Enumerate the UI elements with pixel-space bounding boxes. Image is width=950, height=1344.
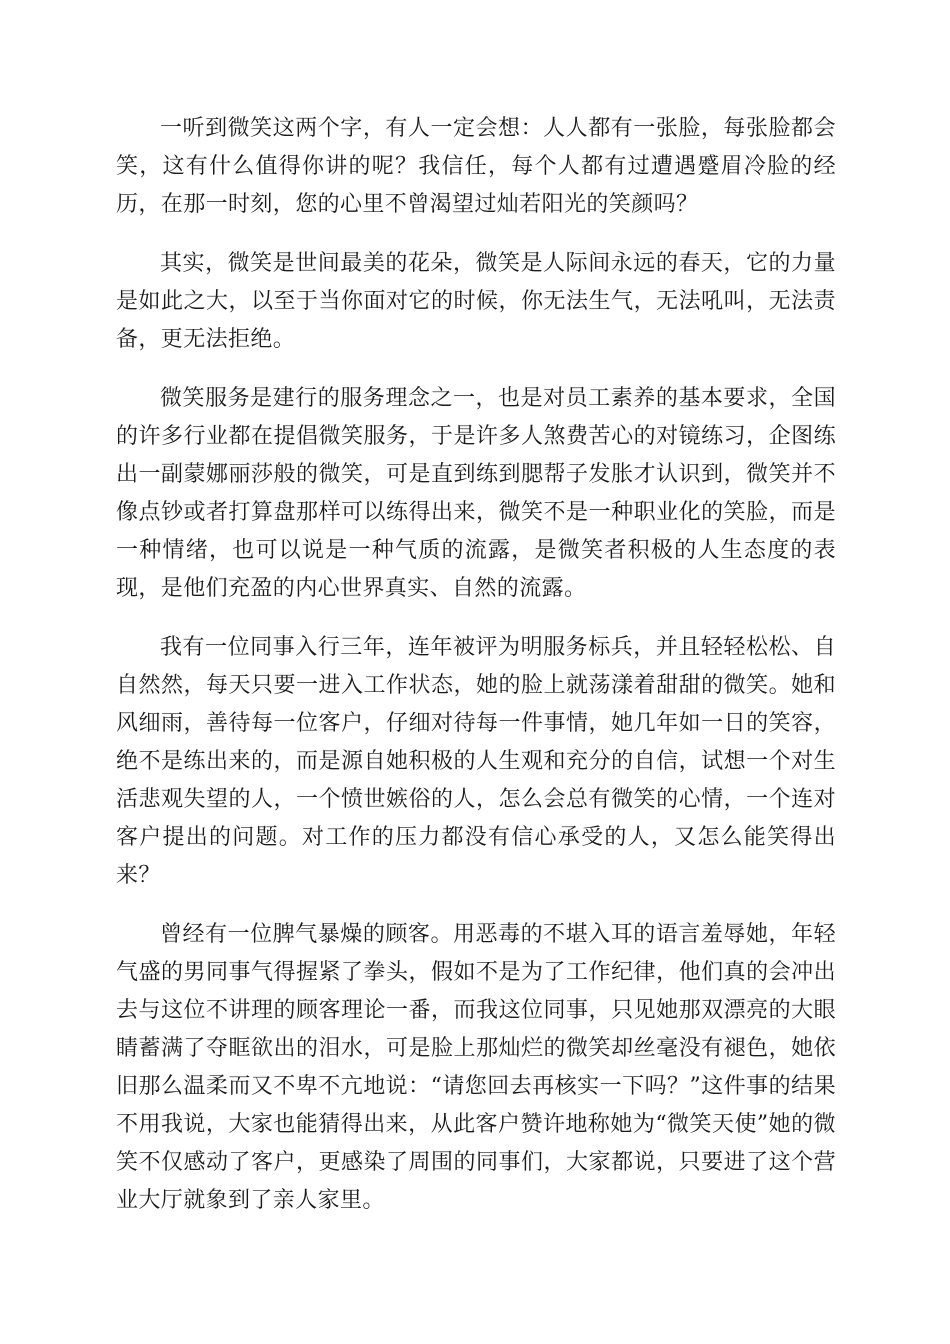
- document-body: [116, 110, 836, 1241]
- paragraph-2: 其实，微笑是世间最美的花朵，微笑是人际间永远的春天，它的力量是如此之大，以至于当你面对它的时候，你无法生气，无法吼叫，无法责备，更无法拒绝。: [116, 251, 836, 352]
- paragraph-1: 一听到微笑这两个字，有人一定会想：人人都有一张脸，每张脸都会笑，这有什么值得你讲的呢？我信任，每个人都有过遭遇蹙眉冷脸的经历，在那一时刻，您的心里不曾渴望过灿若阳光的笑颜吗？: [116, 116, 836, 217]
- paragraph-4: 我有一位同事入行三年，连年被评为明服务标兵，并且轻轻松松、自自然然，每天只要一进入工作状态，她的脸上就荡漾着甜甜的微笑。她和风细雨，善待每一位客户，仔细对待每一件事情，她几年如一日的笑容，绝不是练出来的，而是源自她积极的人生观和充分的自信，试想一个对生活悲观失望的人，一个愤世嫉俗的人，怎么会总有微笑的心情，一个连对客户提出的问题。对工作的压力都没有信心承受的人，又怎么能笑得出来？: [116, 635, 836, 888]
- paragraph-3: 微笑服务是建行的服务理念之一，也是对员工素养的基本要求，全国的许多行业都在提倡微笑服务，于是许多人煞费苦心的对镜练习，企图练出一副蒙娜丽莎般的微笑，可是直到练到腮帮子发胀才认识到，微笑并不像点钞或者打算盘那样可以练得出来，微笑不是一种职业化的笑脸，而是一种情绪，也可以说是一种气质的流露，是微笑者积极的人生态度的表现，是他们充盈的内心世界真实、自然的流露。: [116, 386, 836, 601]
- paragraph-5: 曾经有一位脾气暴燥的顾客。用恶毒的不堪入耳的语言羞辱她，年轻气盛的男同事气得握紧了拳头，假如不是为了工作纪律，他们真的会冲出去与这位不讲理的顾客理论一番，而我这位同事，只见她那双漂亮的大眼睛蓄满了夺眶欲出的泪水，可是脸上那灿烂的微笑却丝毫没有褪色，她依旧那么温柔而又不卑不亢地说：“请您回去再核实一下吗？”这件事的结果不用我说，大家也能猜得出来，从此客户赞许地称她为“微笑天使”她的微笑不仅感动了客户，更感染了周围的同事们，大家都说，只要进了这个营业大厅就象到了亲人家里。: [116, 922, 836, 1213]
